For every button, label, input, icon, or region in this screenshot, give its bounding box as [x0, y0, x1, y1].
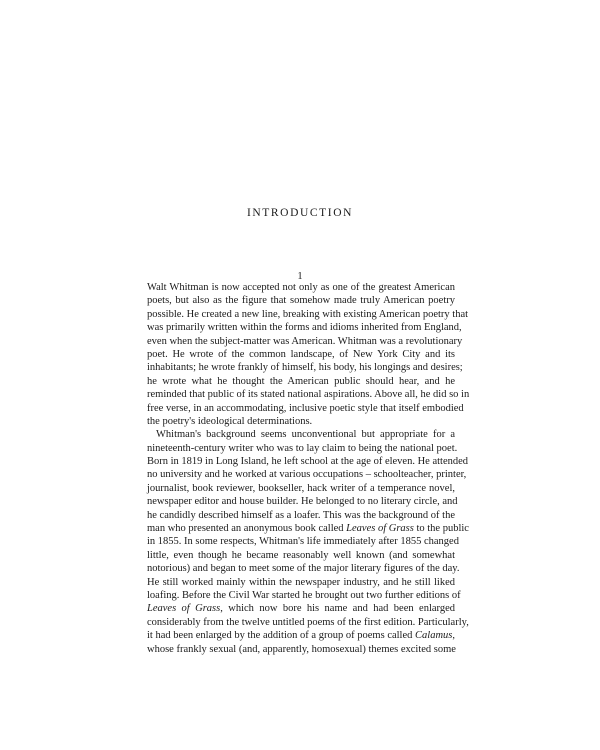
text-line: was primarily written within the forms and idioms inherited from England, [147, 322, 462, 334]
body-text [147, 281, 470, 656]
text-line: he wrote what he thought the American public should hear, and he [147, 375, 455, 387]
text-line: he candidly described himself as a loafer. This was the background of the [147, 509, 456, 521]
paragraph-2 [147, 428, 469, 656]
text-line: possible. He created a new line, breaking with existing American poetry that [147, 308, 469, 320]
text-line: even when the subject-matter was American. Whitman was a revolutionary [147, 335, 463, 347]
text-line: inhabitants; he wrote frankly of himself, his body, his longings and desires; [147, 362, 463, 374]
text-line: He still worked mainly within the newspaper industry, and he still liked [147, 576, 455, 588]
text-line: nineteenth-century writer who was to lay claim to being the national poet. [147, 442, 458, 454]
text-line: reminded that public of its stated national aspirations. Above all, he did so in [147, 389, 470, 401]
chapter-heading: INTRODUCTION [246, 207, 354, 219]
text-line: no university and he worked at various occupations – schoolteacher, printer, [147, 469, 467, 481]
text-line: poets, but also as the figure that somehow made truly American poetry [147, 295, 455, 307]
text-line: little, even though he became reasonably well known (and somewhat [147, 549, 455, 561]
text-line: it had been enlarged by the addition of a group of poems called Calamus, [147, 630, 455, 642]
text-line: newspaper editor and house builder. He belonged to no literary circle, and [147, 496, 458, 508]
text-line: Born in 1819 in Long Island, he left school at the age of eleven. He attended [147, 456, 469, 468]
text-line: journalist, book reviewer, bookseller, hack writer of a temperance novel, [147, 482, 455, 494]
text-line: notorious) and began to meet some of the major literary figures of the day. [147, 563, 460, 575]
text-line: poet. He wrote of the common landscape, of New York City and its [147, 348, 455, 360]
text-line: considerably from the twelve untitled poems of the first edition. Particularly, [147, 616, 469, 628]
text-line: free verse, in an accommodating, inclusive poetic style that itself embodied [147, 402, 464, 414]
text-line: whose frankly sexual (and, apparently, homosexual) themes excited some [147, 643, 456, 655]
section-number: 1 [297, 271, 303, 282]
text-line: Walt Whitman is now accepted not only as one of the greatest American [147, 282, 455, 293]
text-line: in 1855. In some respects, Whitman's life immediately after 1855 changed [147, 536, 459, 548]
text-line: the poetry's ideological determinations. [147, 415, 313, 427]
text-line: man who presented an anonymous book called Leaves of Grass to the public [147, 523, 469, 535]
text-line: loafing. Before the Civil War started he brought out two further editions of [147, 589, 461, 601]
text-line: Whitman's background seems unconventional but appropriate for a [156, 429, 455, 441]
paragraph-1 [147, 281, 470, 428]
text-line: Leaves of Grass, which now bore his name and had been enlarged [147, 603, 455, 615]
